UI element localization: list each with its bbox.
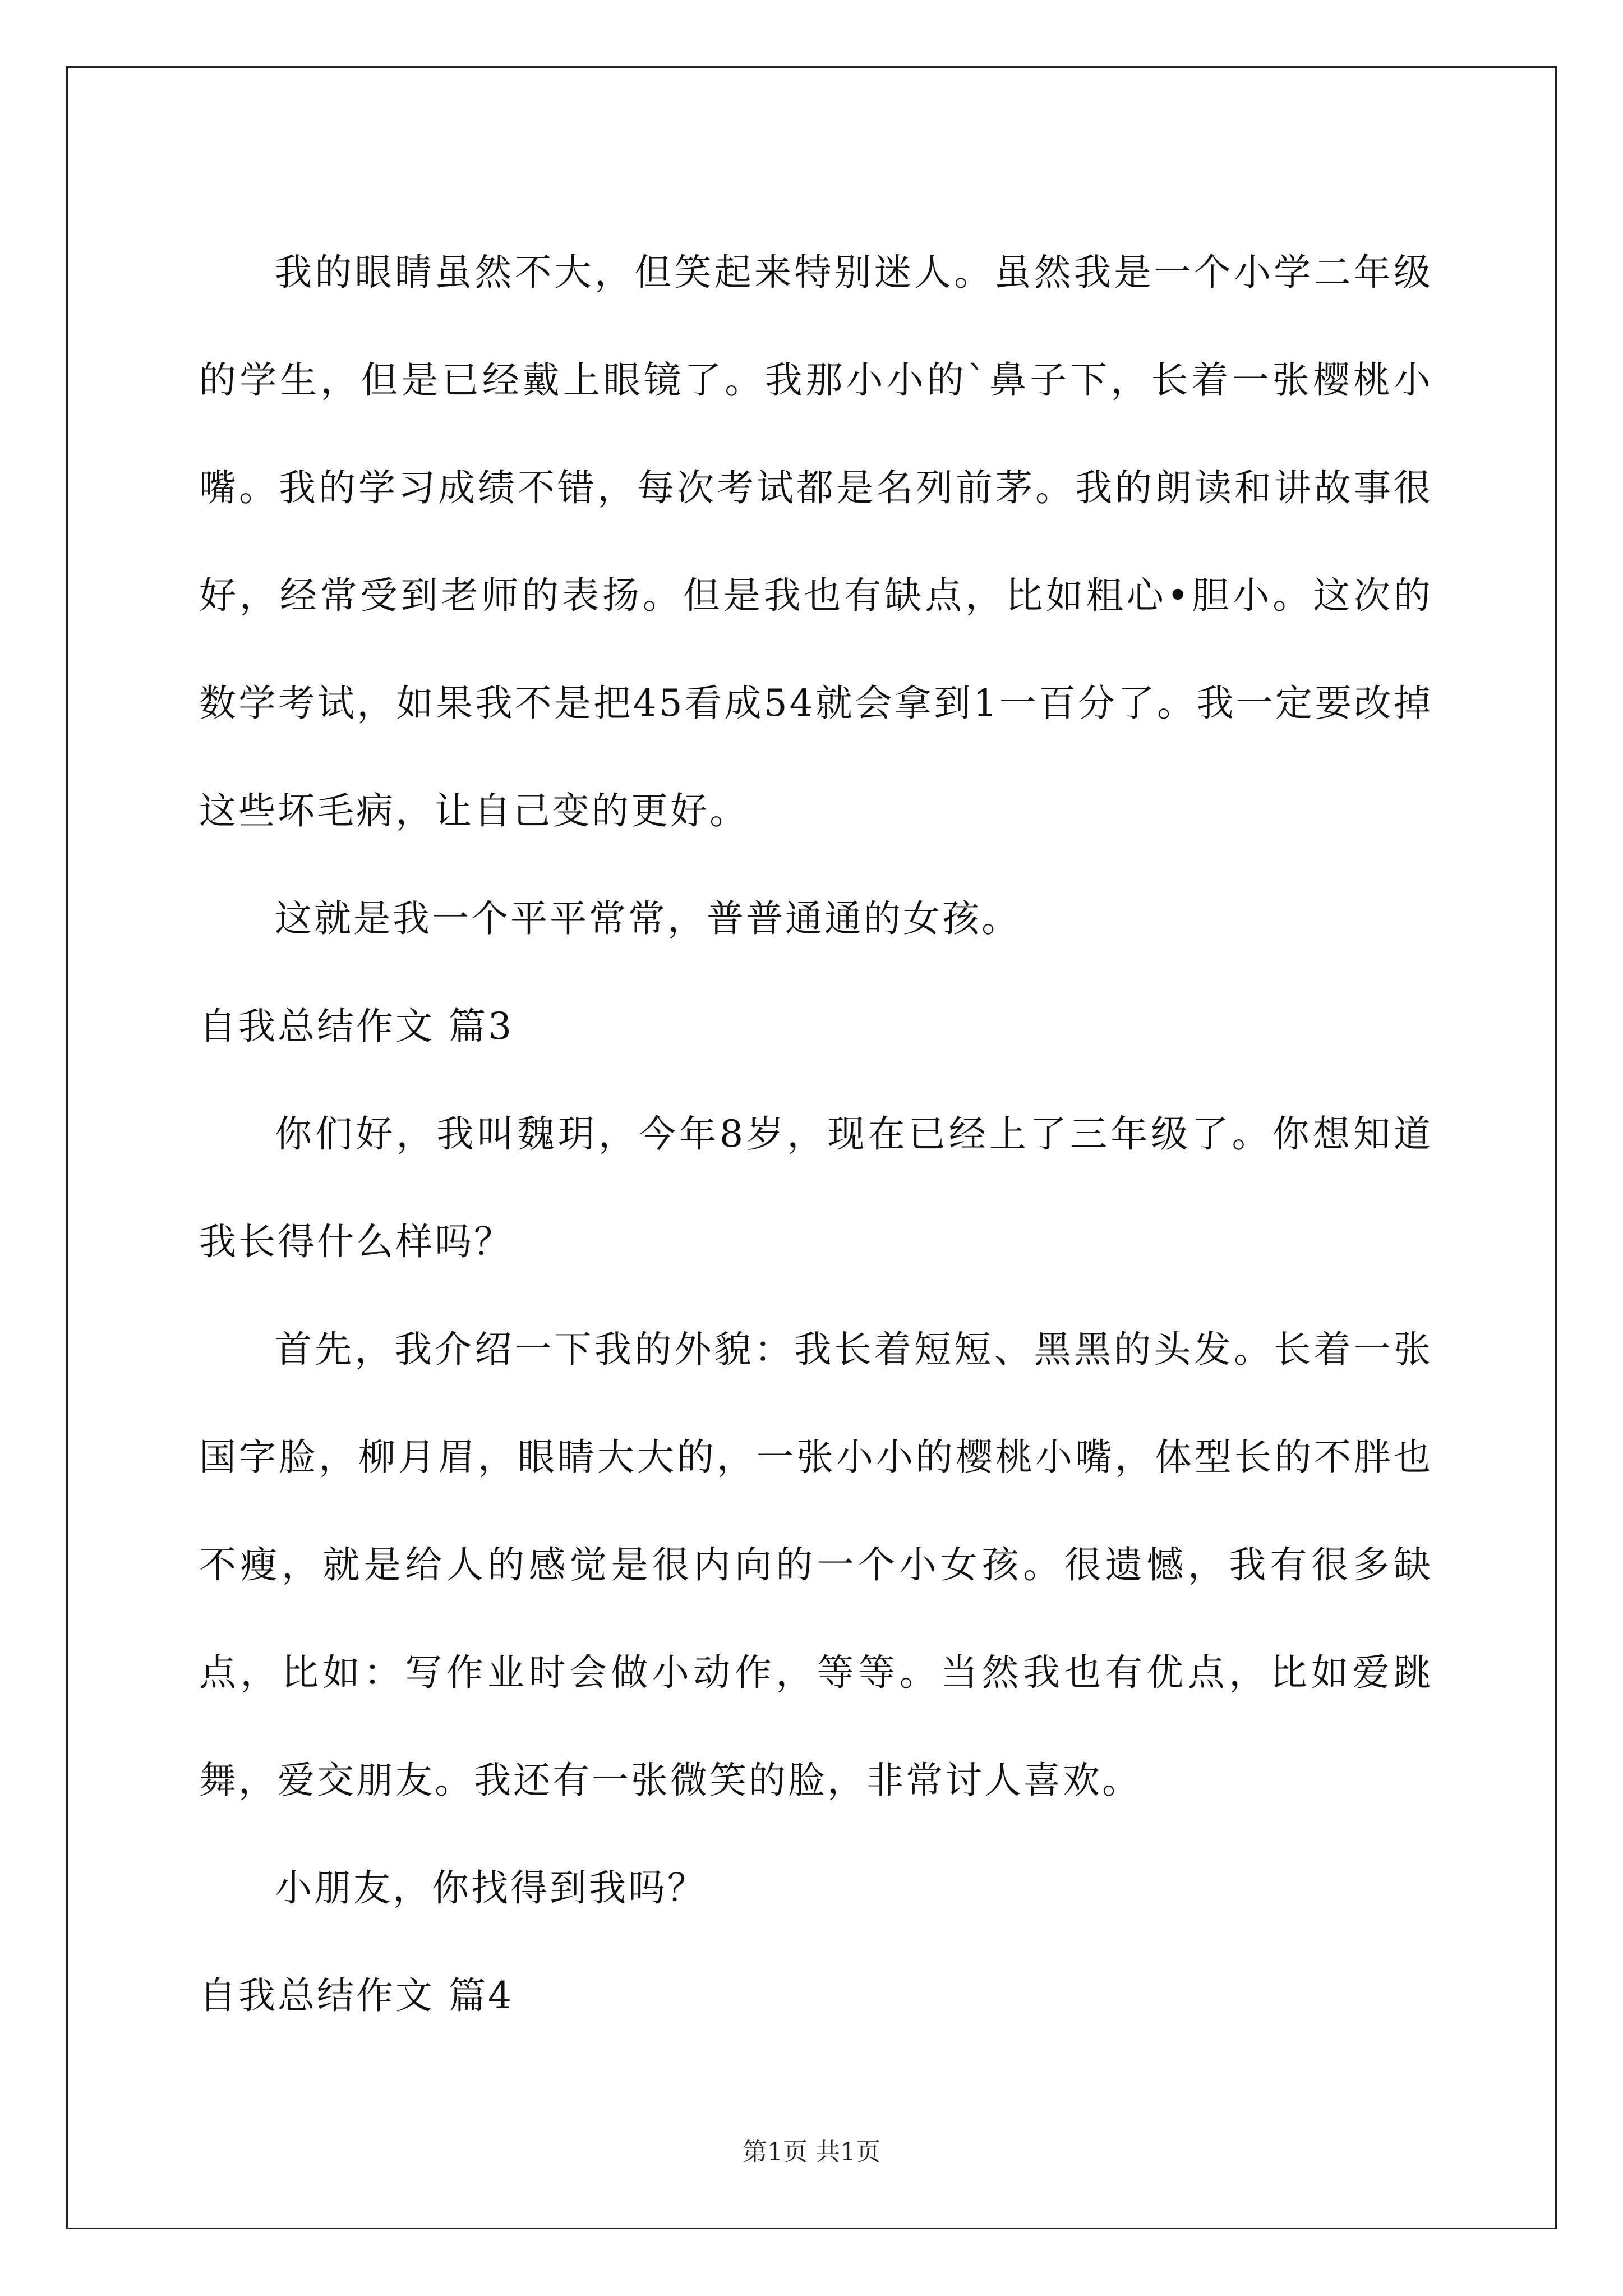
paragraph-3: 你们好，我叫魏玥，今年8岁，现在已经上了三年级了。你想知道我长得什么样吗？ [199,1112,1433,1263]
paragraph-4: 首先，我介绍一下我的外貌：我长着短短、黑黑的头发。长着一张国字脸，柳月眉，眼睛大大的，一张小小的樱桃小嘴，体型长的不胖也不瘦，就是给人的感觉是很内向的一个小女孩。很遗憾，我有很多缺点，比如：写作业时会做小动作，等等。当然我也有优点，比如爱跳舞，爱交朋友。我还有一张微笑的脸，非常讨人喜欢。 [199,1328,1433,1802]
paragraph-2: 这就是我一个平平常常，普普通通的女孩。 [275,897,1021,940]
paragraph-5: 小朋友，你找得到我吗？ [275,1866,707,1910]
document-body [199,219,1433,2050]
section-heading-4: 自我总结作文 篇4 [199,1974,514,2017]
section-heading-3: 自我总结作文 篇3 [199,1005,514,1048]
paragraph-1: 我的眼睛虽然不大，但笑起来特别迷人。虽然我是一个小学二年级的学生，但是已经戴上眼镜了。我那小小的`鼻子下，长着一张樱桃小嘴。我的学习成绩不错，每次考试都是名列前茅。我的朗读和讲故事很好，经常受到老师的表扬。但是我也有缺点，比如粗心•胆小。这次的数学考试，如果我不是把45看成54就会拿到1一百分了。我一定要改掉这些坏毛病，让自己变的更好。 [199,251,1433,832]
page-footer: 第1页 共1页 [743,2138,880,2166]
